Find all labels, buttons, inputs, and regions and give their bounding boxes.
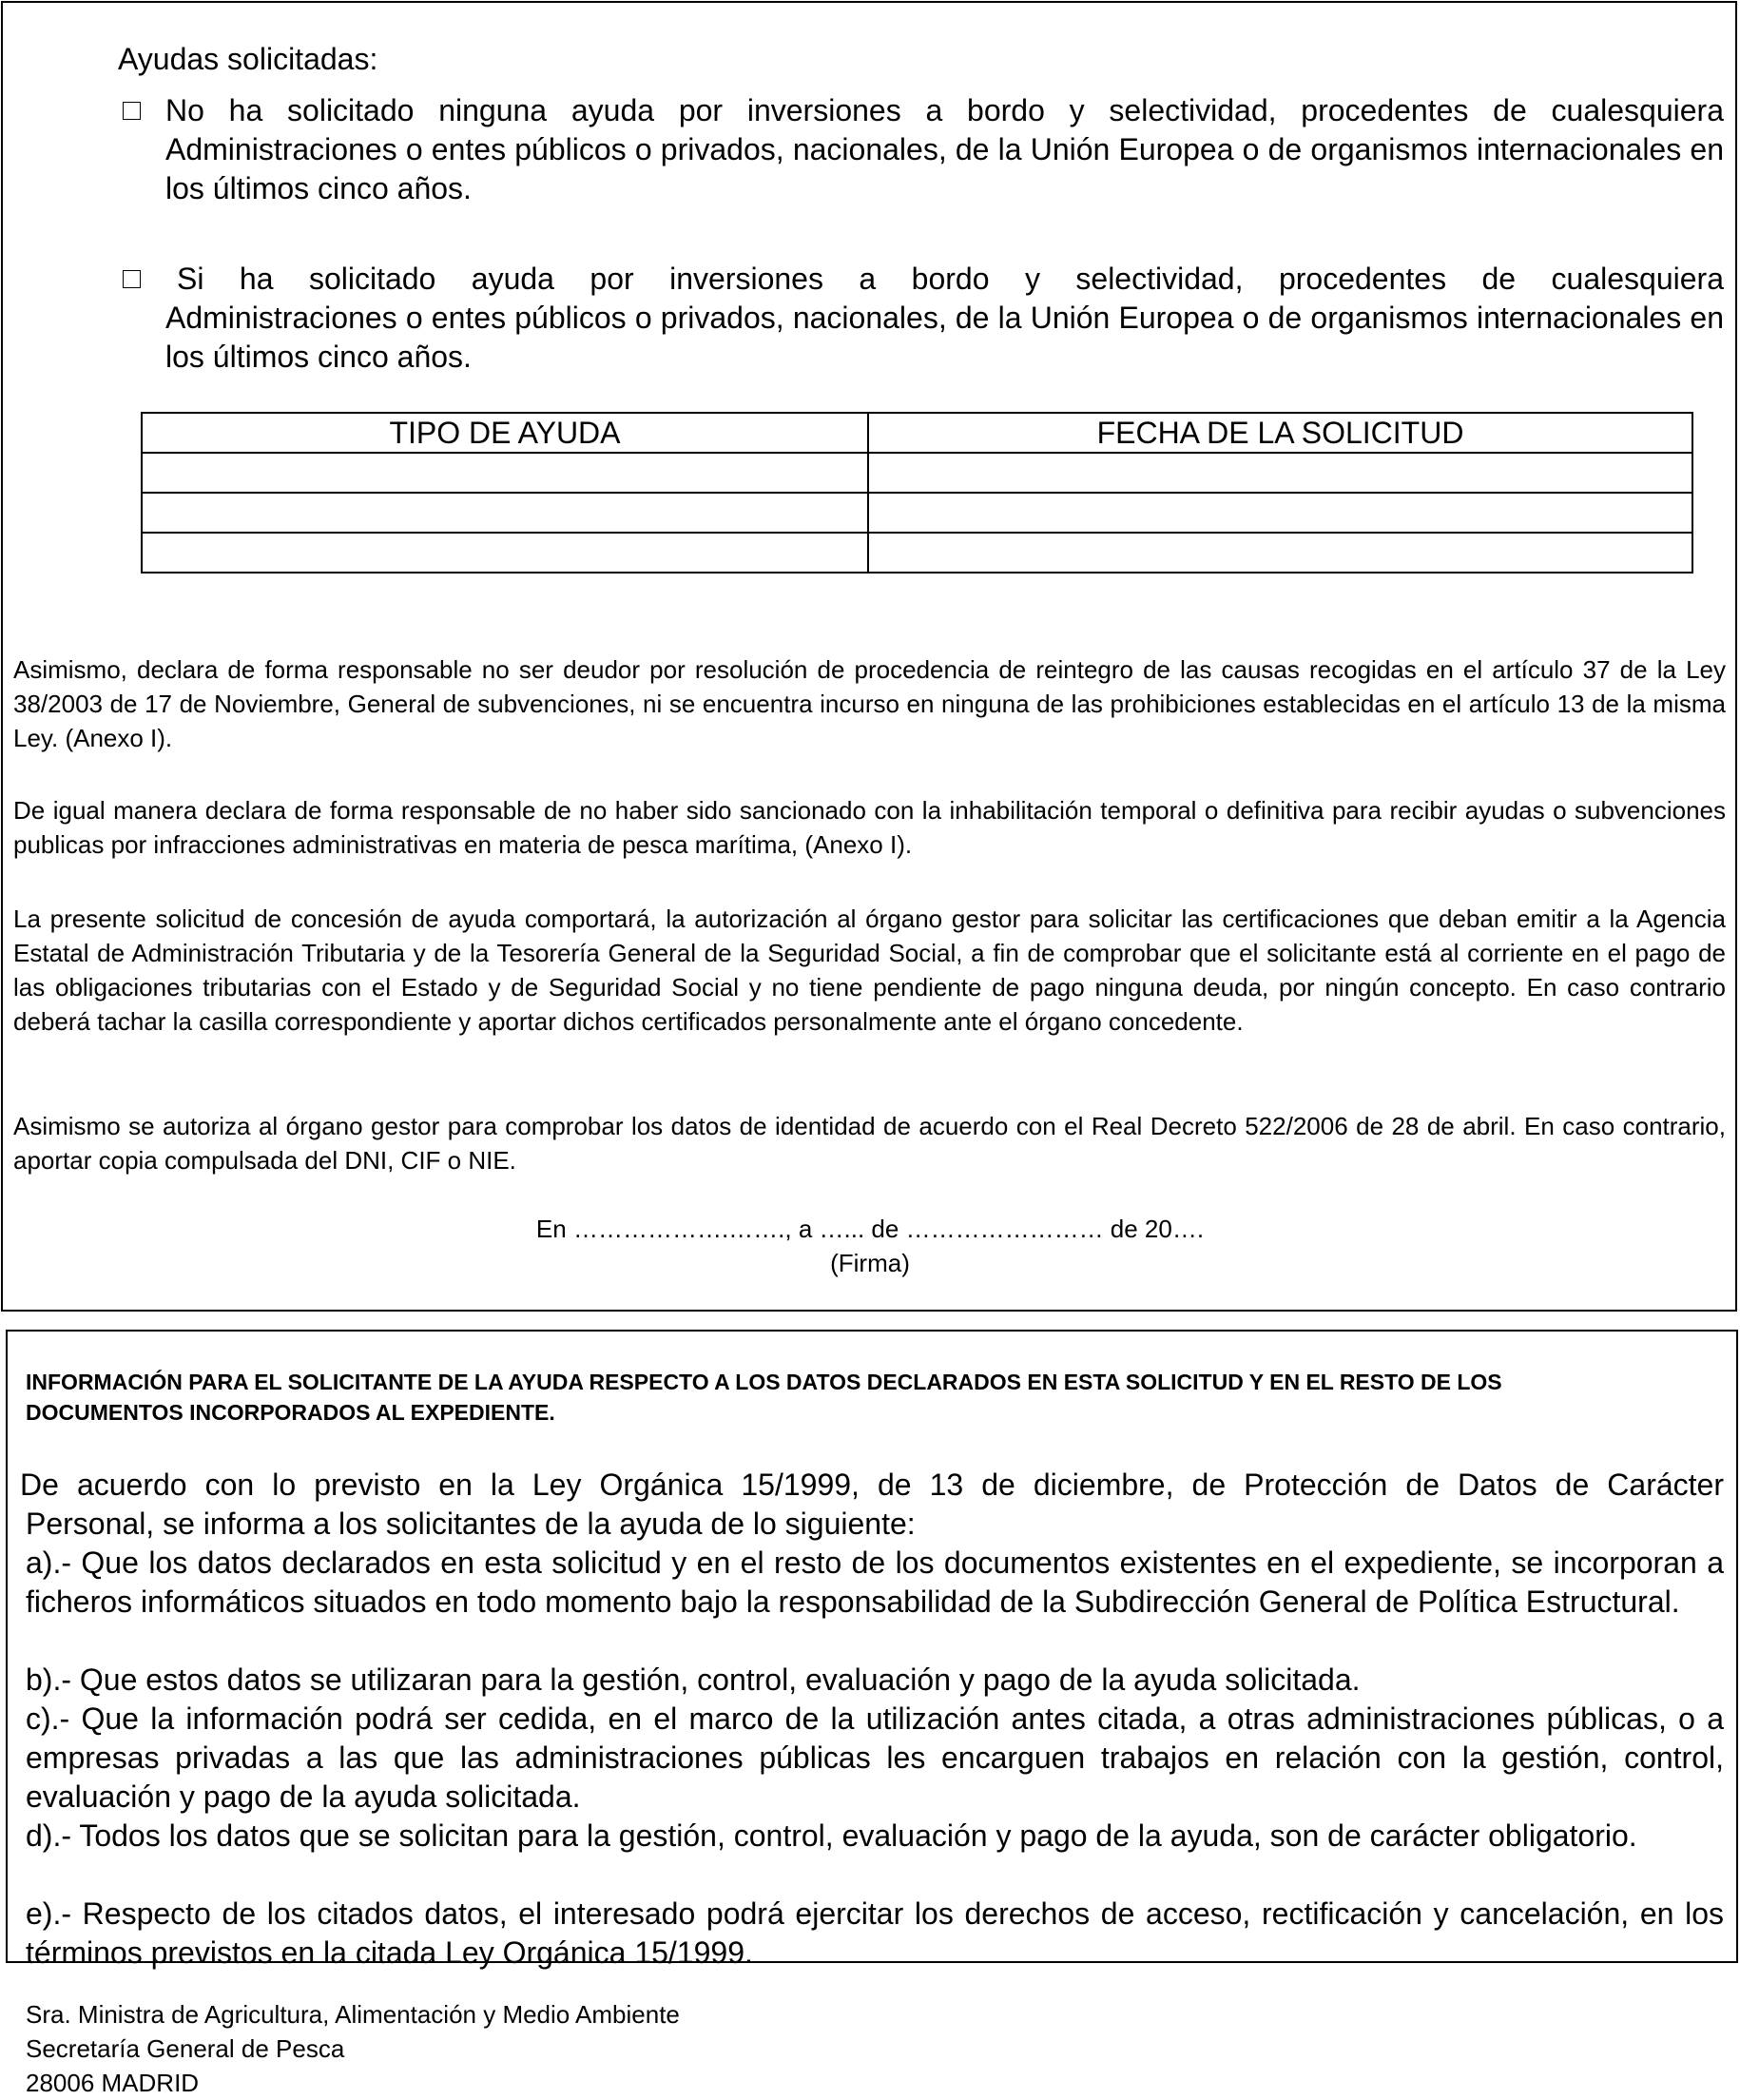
- signature-label: (Firma): [830, 1249, 910, 1277]
- table-row: [142, 533, 1692, 573]
- info-intro-line2: Personal, se informa a los solicitantes de la ayuda de lo siguiente:: [26, 1507, 916, 1541]
- table-row: [142, 453, 1692, 493]
- address-line2: Secretaría General de Pesca: [26, 2034, 345, 2063]
- cell-fecha-solicitud[interactable]: [868, 533, 1692, 573]
- authorization-certificates: La presente solicitud de concesión de ayuda comportará, la autorización al órgano gestor para solicitar las certificaciones que deban emitir a la Agencia Estatal de Administración Tributaria y de la Tesorería General de la Seguridad Social, a fin de comprobar que el solicitante está al corriente en el pago de las obligaciones tributarias con el Estado y de Seguridad Social y no tiene pendiente de pago ninguna deuda, por ningún concepto. En caso contrario deberá tachar la casilla correspondiente y aportar dichos certificados personalmente ante el órgano concedente.: [13, 904, 1726, 1036]
- aid-table: [141, 412, 1693, 574]
- no-aid-line1: No ha solicitado ninguna ayuda por inversiones a bordo y selectividad, procedentes de cualesquiera: [165, 93, 1724, 127]
- address-line3: 28006 MADRID: [26, 2069, 200, 2097]
- cell-fecha-solicitud[interactable]: [868, 493, 1692, 533]
- info-item-e: e).- Respecto de los citados datos, el interesado podrá ejercitar los derechos de acceso, rectificación y cancelación, en los términos previstos en la citada Ley Orgánica 15/1999.: [26, 1896, 1724, 1970]
- yes-aid-checkbox[interactable]: [123, 270, 141, 288]
- cell-tipo-ayuda[interactable]: [142, 533, 868, 573]
- col-tipo-ayuda: TIPO DE AYUDA: [142, 413, 868, 453]
- authorization-identity: Asimismo se autoriza al órgano gestor para comprobar los datos de identidad de acuerdo con el Real Decreto 522/2006 de 28 de abril. En caso contrario, aportar copia compulsada del DNI, CIF o NIE.: [13, 1112, 1726, 1175]
- info-item-b: b).- Que estos datos se utilizaran para la gestión, control, evaluación y pago de la ayuda solicitada.: [26, 1662, 1361, 1697]
- info-item-a: a).- Que los datos declarados en esta solicitud y en el resto de los documentos existentes en el expediente, se incorporan a ficheros informáticos situados en todo momento bajo la responsabilidad de la Subdirección General de Política Estructural.: [26, 1546, 1724, 1619]
- no-aid-text: Administraciones o entes públicos o privados, nacionales, de la Unión Europea o de organismos internacionales en los últimos cinco años.: [165, 132, 1724, 205]
- no-aid-checkbox[interactable]: [123, 102, 141, 120]
- declaration-debtor: Asimismo, declara de forma responsable no ser deudor por resolución de procedencia de reintegro de las causas recogidas en el artículo 37 de la Ley 38/2003 de 17 de Noviembre, General de subvenciones, ni se encuentra incurso en ninguna de las prohibiciones establecidas en el artículo 13 de la misma Ley. (Anexo I).: [13, 655, 1726, 752]
- info-intro-line1: De acuerdo con lo previsto en la Ley Orgánica 15/1999, de 13 de diciembre, de Protección de Datos de Carácter: [20, 1468, 1724, 1502]
- info-item-d: d).- Todos los datos que se solicitan para la gestión, control, evaluación y pago de la ayuda, son de carácter obligatorio.: [26, 1818, 1637, 1853]
- cell-tipo-ayuda[interactable]: [142, 493, 868, 533]
- table-row: [142, 493, 1692, 533]
- cell-fecha-solicitud[interactable]: [868, 453, 1692, 493]
- info-item-c: c).- Que la información podrá ser cedida, en el marco de la utilización antes citada, a otras administraciones públicas, o a empresas privadas a las que las administraciones públicas les encarguen trabajos en relación con la gestión, control, evaluación y pago de la ayuda solicitada.: [26, 1701, 1724, 1814]
- declaration-sanction: De igual manera declara de forma responsable de no haber sido sancionado con la inhabilitación temporal o definitiva para recibir ayudas o subvenciones publicas por infracciones administrativas en materia de pesca marítima, (Anexo I).: [13, 796, 1726, 859]
- aid-table-header: [142, 413, 1692, 453]
- info-title: INFORMACIÓN PARA EL SOLICITANTE DE LA AYUDA RESPECTO A LOS DATOS DECLARADOS EN ESTA SOLICITUD Y EN EL RESTO DE LOS DOCUMENTOS INCORPORADOS AL EXPEDIENTE.: [26, 1370, 1502, 1425]
- cell-tipo-ayuda[interactable]: [142, 453, 868, 493]
- aid-heading: Ayudas solicitadas:: [118, 42, 378, 76]
- place-date-line: En ……………….……., a …... de …………………… de 20….: [535, 1215, 1205, 1243]
- yes-aid-line1: Si ha solicitado ayuda por inversiones a bordo y selectividad, procedentes de cualesquiera: [177, 262, 1724, 296]
- address-line1: Sra. Ministra de Agricultura, Alimentación y Medio Ambiente: [26, 2000, 680, 2029]
- col-fecha-solicitud: FECHA DE LA SOLICITUD: [868, 413, 1692, 453]
- yes-aid-text: Administraciones o entes públicos o privados, nacionales, de la Unión Europea o de organismos internacionales en los últimos cinco años.: [165, 301, 1724, 374]
